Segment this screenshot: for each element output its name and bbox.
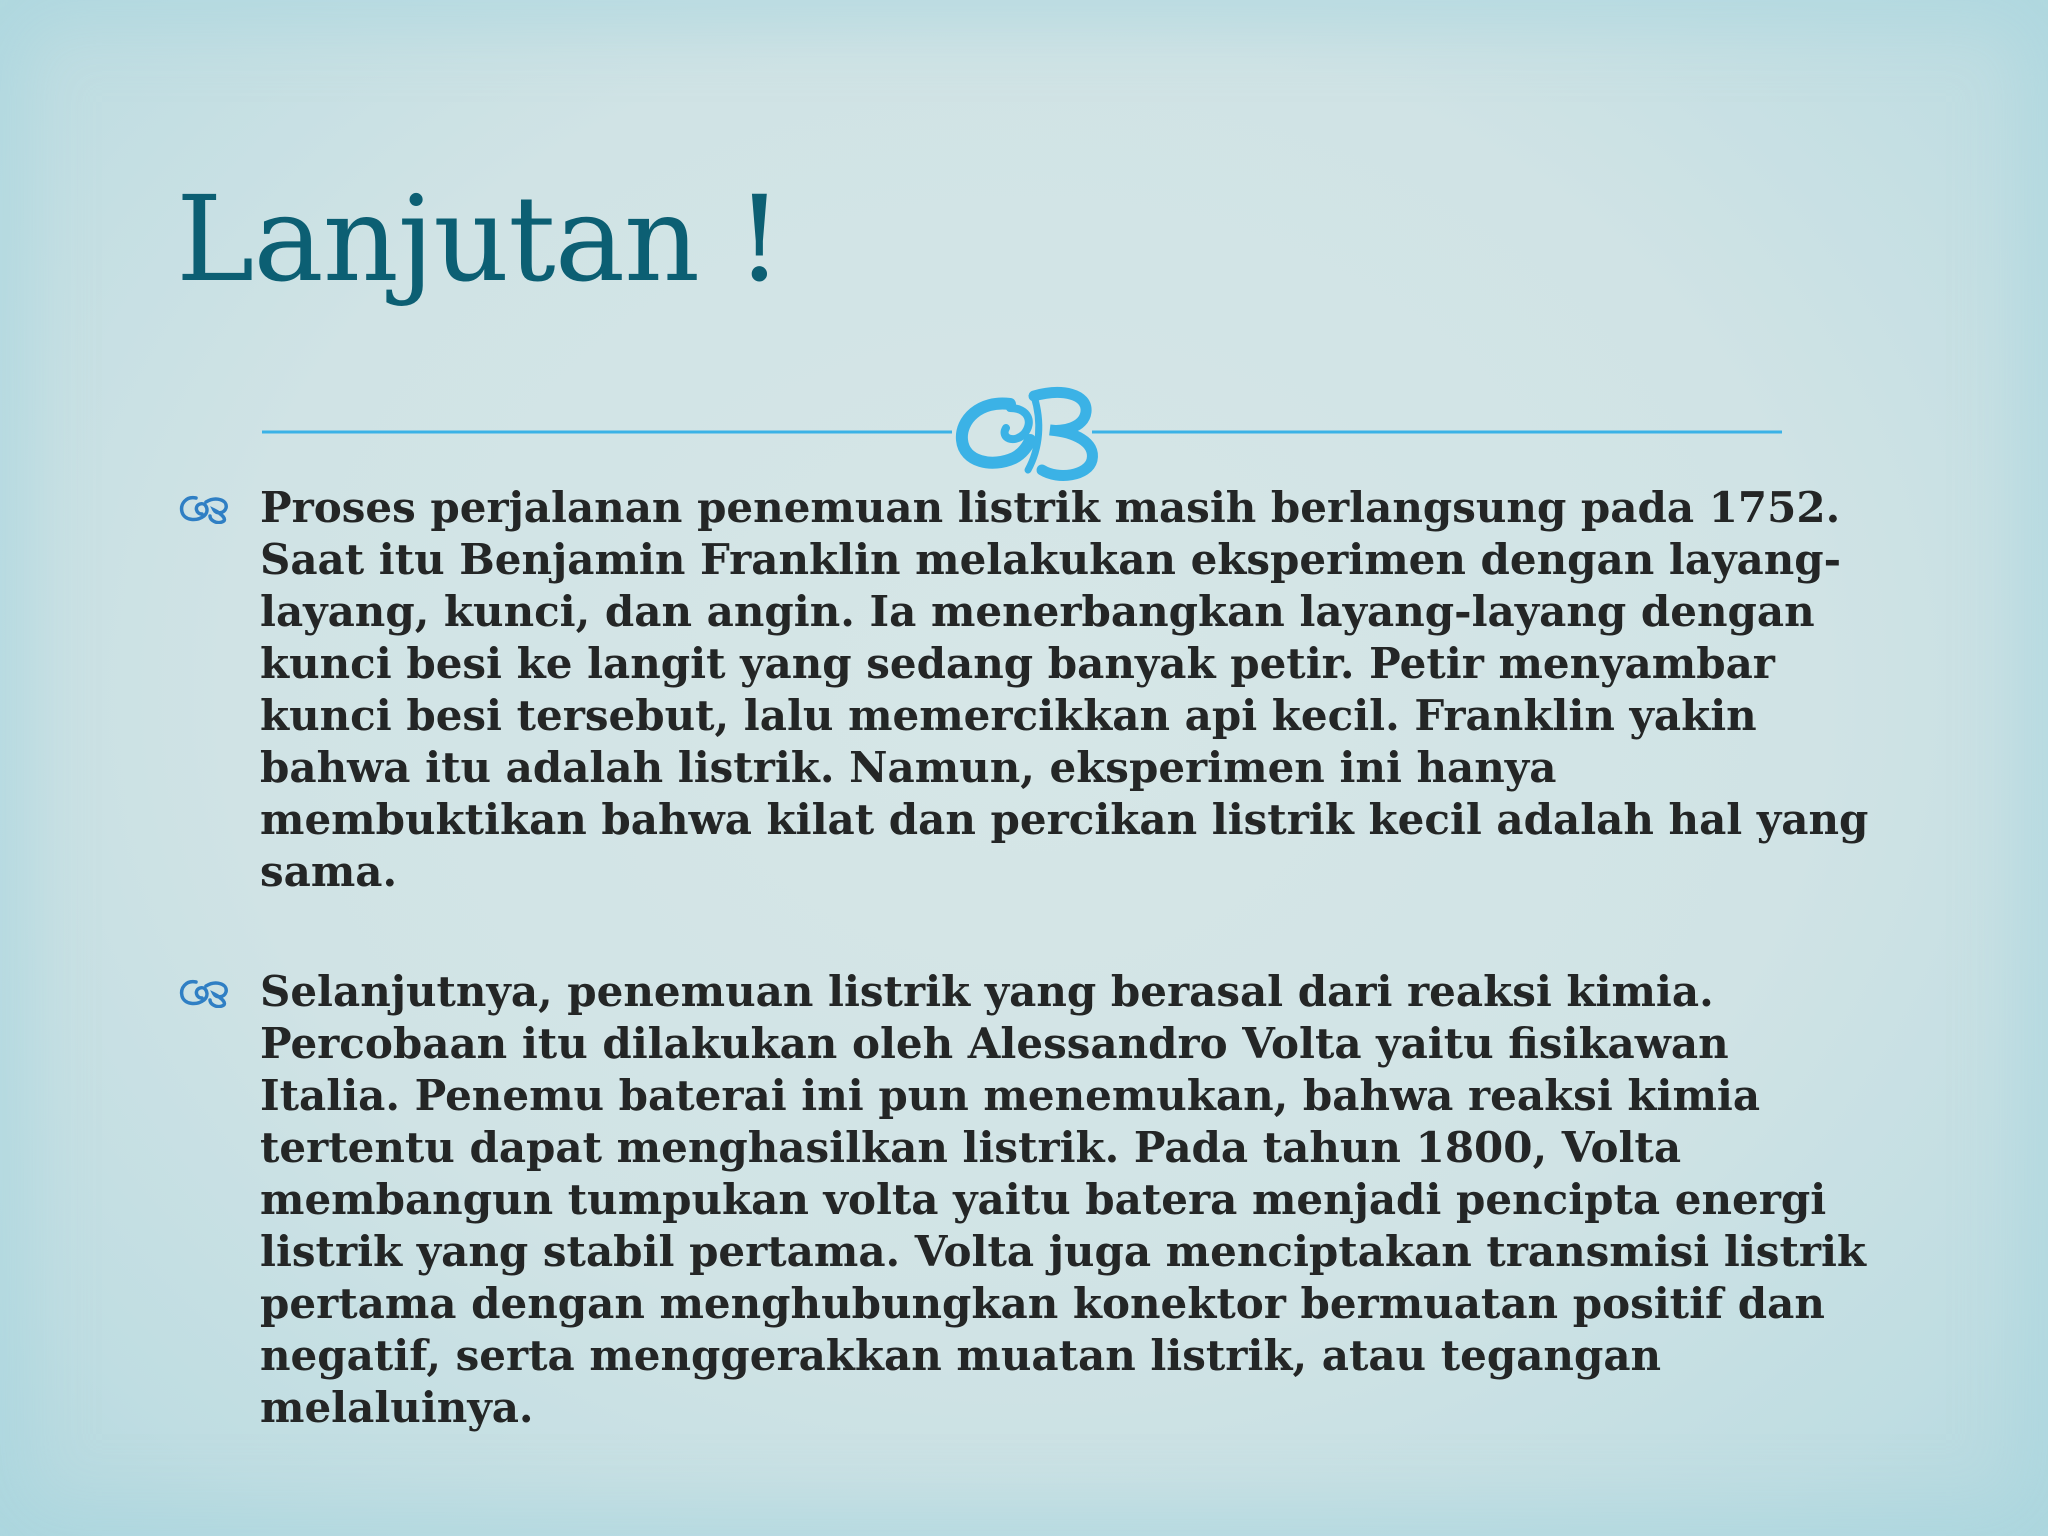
curl-ornament-icon (176, 976, 232, 1008)
title-divider (262, 382, 1782, 482)
bullet-item (176, 966, 1876, 1434)
curl-ornament-icon (176, 492, 232, 524)
flourish-ornament-icon (262, 382, 1782, 482)
bullet-text: Selanjutnya, penemuan listrik yang berasal dari reaksi kimia. Percobaan itu dilakukan oleh Alessandro Volta yaitu fisikawan Italia. Penemu baterai ini pun menemukan, bahwa reaksi kimia tertentu dapat menghasilkan listrik. Pada tahun 1800, Volta membangun tumpukan volta yaitu batera menjadi pencipta energi listrik yang stabil pertama. Volta juga menciptakan transmisi listrik pertama dengan menghubungkan konektor bermuatan positif dan negatif, serta menggerakkan muatan listrik, atau tegangan melaluinya. (260, 967, 1867, 1432)
bullet-text: Proses perjalanan penemuan listrik masih berlangsung pada 1752. Saat itu Benjamin Franklin melakukan eksperimen dengan layang-layang, kunci, dan angin. Ia menerbangkan layang-layang dengan kunci besi ke langit yang sedang banyak petir. Petir menyambar kunci besi tersebut, lalu memercikkan api kecil. Franklin yakin bahwa itu adalah listrik. Namun, eksperimen ini hanya membuktikan bahwa kilat dan percikan listrik kecil adalah hal yang sama. (260, 483, 1869, 896)
slide-title: Lanjutan ! (176, 170, 782, 308)
bullet-list (176, 482, 1876, 1434)
bullet-item (176, 482, 1876, 898)
